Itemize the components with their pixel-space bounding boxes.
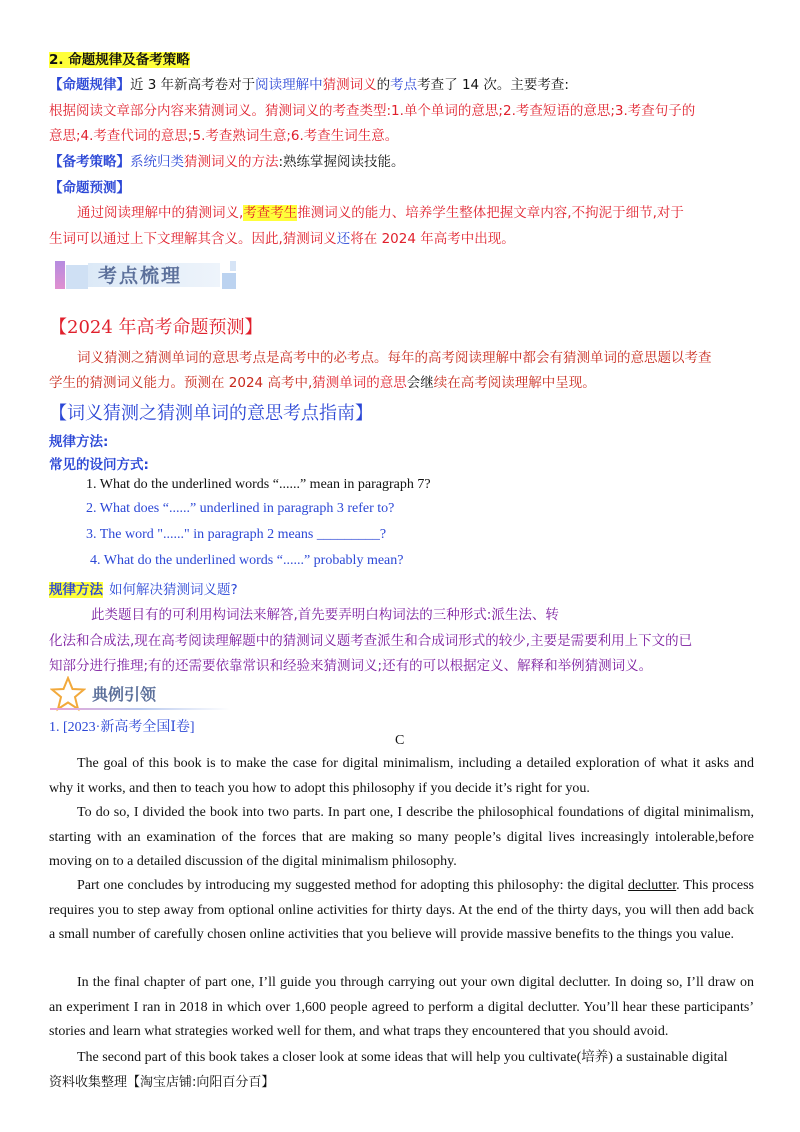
passage-paragraph-1 bbox=[49, 752, 754, 801]
banner-title-examples: 典例引领 bbox=[92, 685, 157, 704]
banner-decor-block bbox=[66, 265, 88, 289]
heading-2024-prediction: 【2024 年高考命题预测】 bbox=[49, 317, 263, 338]
question-1: 1. What do the underlined words “......” mean in paragraph 7? bbox=[86, 477, 431, 492]
law-method-line bbox=[49, 578, 238, 598]
rule-text-4: 的 bbox=[376, 77, 391, 93]
passage-text-5-cn: 培养 bbox=[581, 1049, 609, 1065]
passage-text-3b: . This process requires you to step away from optional online activities for thirty days. At the end of the thirty days, you will then add back a small number of carefully chosen online activities that you believe will provide massive benefits to the things you value. bbox=[49, 878, 754, 943]
banner-title: 考点梳理 bbox=[98, 265, 183, 287]
prediction-label: 【命题预测】 bbox=[49, 180, 130, 196]
strategy-label: 【备考策略】 bbox=[49, 154, 130, 170]
method-line-3: 知部分进行推理;有的还需要依靠常识和经验来猜测词义;还有的可以根据定义、解释和举例猜测词义。 bbox=[49, 658, 653, 674]
prediction-para-line-1: 词义猜测之猜测单词的意思考点是高考中的必考点。每年的高考阅读理解中都会有猜测单词的意思题以考查 bbox=[77, 350, 712, 366]
method-line-2: 化法和合成法,现在高考阅读理解题中的猜测词义题考查派生和合成词形式的较少,主要是需要利用上下文的已 bbox=[49, 633, 693, 649]
prediction-text-1: 通过阅读理解中的猜测词义, bbox=[77, 205, 244, 221]
pred-para-text-3: 会继 bbox=[406, 375, 434, 391]
strategy-text-1: 系统归类 bbox=[130, 154, 184, 170]
passage-text-1: The goal of this book is to make the case for digital minimalism, including a detailed exploration of what it asks and why it works, and then to teach you how to adopt this philosophy if you decide it’s right for you. bbox=[49, 756, 754, 796]
pred-para-text-1: 学生的猜测词义能力。预测在 2024 高考中, bbox=[49, 375, 313, 391]
passage-text-5b: ) a sustainable digital bbox=[608, 1050, 728, 1065]
heading-guide: 【词义猜测之猜测单词的意思考点指南】 bbox=[49, 403, 373, 424]
rule-line bbox=[49, 73, 569, 93]
banner-decor-cube-small bbox=[230, 261, 236, 271]
common-question-label: 常见的设问方式: bbox=[49, 457, 149, 473]
rule-text-1: 近 3 年新高考卷对于 bbox=[130, 77, 256, 93]
passage-text-3a: Part one concludes by introducing my suggested method for adopting this philosophy: the digital bbox=[77, 878, 628, 893]
example-source: 1. [2023·新高考全国Ⅰ卷] bbox=[49, 720, 195, 735]
prediction-highlight: 考查考生 bbox=[243, 205, 298, 221]
banner-decor-cube bbox=[222, 273, 236, 289]
strategy-line bbox=[49, 150, 405, 170]
rule-text-5: 考点 bbox=[390, 77, 418, 93]
prediction-text-2: 推测词义的能力、培养学生整体把握文章内容,不拘泥于细节,对于 bbox=[297, 205, 684, 221]
strategy-text-2: 猜测词义的方法 bbox=[184, 154, 279, 170]
pred-para-text-4: 续在高考阅读理解中呈现。 bbox=[433, 375, 596, 391]
passage-text-2: To do so, I divided the book into two parts. In part one, I describe the philosophical foundations of digital minimalism, starting with an examination of the forces that are making so many people’s digital lives increasingly intolerable,before moving on to a detailed discussion of the digital minimalism philosophy. bbox=[49, 805, 754, 870]
banner-underline bbox=[50, 708, 230, 710]
question-3: 3. The word "......" in paragraph 2 means _________? bbox=[86, 527, 387, 542]
law-method-label: 规律方法 bbox=[49, 582, 103, 598]
passage-letter: C bbox=[395, 733, 405, 748]
passage-paragraph-4 bbox=[49, 971, 754, 1045]
rule-label: 【命题规律】 bbox=[49, 77, 130, 93]
footer-source: 资料收集整理【淘宝店铺:向阳百分百】 bbox=[49, 1075, 275, 1090]
rule-text-2: 阅读理解中 bbox=[255, 77, 323, 93]
rule-detail-2: 意思;4.考查代词的意思;5.考查熟词生意;6.考查生词生意。 bbox=[49, 128, 399, 144]
prediction-text-4: 还 bbox=[336, 231, 351, 247]
section-banner-keypoints bbox=[52, 259, 237, 293]
prediction-text-5: 将在 2024 年高考中出现。 bbox=[350, 231, 515, 247]
passage-paragraph-3 bbox=[49, 874, 754, 948]
star-icon bbox=[50, 676, 86, 712]
prediction-text-3: 生词可以通过上下文理解其含义。因此,猜测词义 bbox=[49, 231, 337, 247]
law-method-question: 如何解决猜测词义题? bbox=[109, 582, 238, 598]
prediction-para-line-2 bbox=[49, 371, 596, 391]
pred-para-text-2: 猜测单词的意思 bbox=[312, 375, 407, 391]
prediction-line-1 bbox=[77, 201, 684, 221]
law-label: 规律方法: bbox=[49, 434, 109, 450]
prediction-line-2 bbox=[49, 227, 515, 247]
underlined-word: declutter bbox=[627, 878, 677, 893]
strategy-text-3: :熟练掌握阅读技能。 bbox=[278, 154, 405, 170]
question-4: 4. What do the underlined words “......” probably mean? bbox=[90, 553, 404, 568]
rule-text-6: 考查了 14 次。主要考查: bbox=[417, 77, 569, 93]
question-2: 2. What does “......” underlined in paragraph 3 refer to? bbox=[86, 501, 395, 516]
passage-text-5a: The second part of this book takes a closer look at some ideas that will help you cultivate( bbox=[77, 1050, 582, 1065]
passage-paragraph-5 bbox=[49, 1045, 754, 1071]
passage-text-4: In the final chapter of part one, I’ll guide you through carrying out your own digital declutter. In doing so, I’ll draw on an experiment I ran in 2018 in which over 1,600 people agreed to perform a digital declutter. You’ll hear these participants’ stories and learn what strategies worked well for them, and what traps they encountered that you should avoid. bbox=[49, 975, 754, 1040]
method-line-1: 此类题目有的可利用构词法来解答,首先要弄明白构词法的三种形式:派生法、转 bbox=[91, 607, 559, 623]
section-title bbox=[49, 48, 190, 68]
rule-detail-1: 根据阅读文章部分内容来猜测词义。猜测词义的考查类型:1.单个单词的意思;2.考查短语的意思;3.考查句子的 bbox=[49, 103, 696, 119]
banner-decor-bar bbox=[55, 261, 65, 289]
section-title-text: 2. 命题规律及备考策略 bbox=[49, 52, 190, 68]
passage-paragraph-2 bbox=[49, 801, 754, 875]
rule-text-3: 猜测词义 bbox=[322, 77, 377, 93]
